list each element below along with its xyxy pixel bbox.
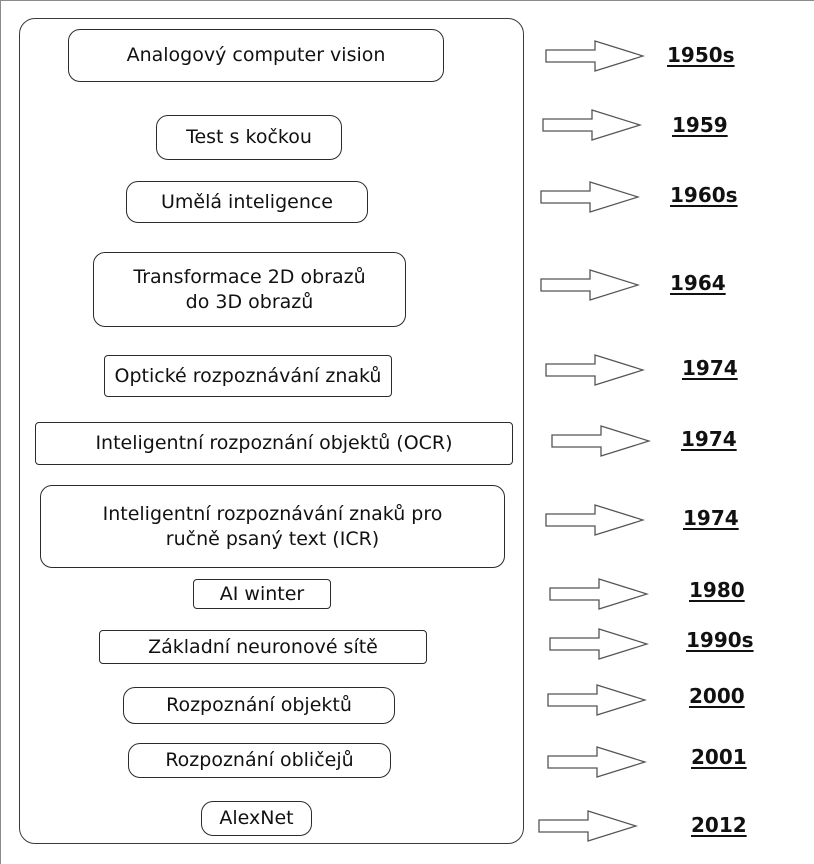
year-label: 1974 <box>681 427 737 451</box>
event-box <box>128 743 391 778</box>
event-box <box>156 115 342 160</box>
event-label: Rozpoznání obličejů <box>165 749 354 772</box>
event-box <box>126 181 368 223</box>
right-arrow-icon <box>549 627 649 661</box>
event-box <box>40 485 505 568</box>
right-arrow-icon <box>538 809 638 843</box>
right-arrow-icon <box>545 39 645 73</box>
event-label: Umělá inteligence <box>160 190 333 213</box>
event-label: AI winter <box>219 582 305 605</box>
event-box <box>35 422 513 465</box>
year-label: 2000 <box>689 684 745 708</box>
right-arrow-icon <box>545 503 645 537</box>
frame-left-border <box>0 0 1 864</box>
event-label: Základní neuronové sítě <box>148 635 378 658</box>
event-label: AlexNet <box>219 807 294 830</box>
event-box <box>68 29 444 82</box>
event-label: Analogový computer vision <box>126 44 386 67</box>
year-label: 1959 <box>672 113 728 137</box>
year-label: 1974 <box>683 506 739 530</box>
event-label: Inteligentní rozpoznání objektů (OCR) <box>95 432 453 455</box>
right-arrow-icon <box>547 683 647 717</box>
year-label: 1974 <box>682 356 738 380</box>
right-arrow-icon <box>545 353 645 387</box>
event-label: Transformace 2D obrazů do 3D obrazů <box>133 266 366 313</box>
year-label: 1990s <box>686 628 754 652</box>
frame-top-border <box>0 0 814 1</box>
right-arrow-icon <box>549 577 649 611</box>
year-label: 1980 <box>689 578 745 602</box>
right-arrow-icon <box>540 268 640 302</box>
year-label: 1960s <box>670 183 738 207</box>
event-box <box>99 630 427 664</box>
event-label: Inteligentní rozpoznávání znaků pro ručně psaný text (ICR) <box>102 503 443 550</box>
right-arrow-icon <box>542 108 642 142</box>
year-label: 1964 <box>670 271 726 295</box>
event-label: Test s kočkou <box>186 126 312 149</box>
right-arrow-icon <box>551 424 651 458</box>
year-label: 2012 <box>691 813 747 837</box>
year-label: 2001 <box>691 745 747 769</box>
event-label: Rozpoznání objektů <box>166 694 352 717</box>
event-box <box>193 579 331 609</box>
year-label: 1950s <box>667 43 735 67</box>
event-label: Optické rozpoznávání znaků <box>114 364 382 387</box>
right-arrow-icon <box>547 745 647 779</box>
event-box <box>93 252 406 327</box>
event-box <box>123 687 395 724</box>
event-box <box>104 355 392 397</box>
event-box <box>201 801 312 836</box>
right-arrow-icon <box>540 180 640 214</box>
